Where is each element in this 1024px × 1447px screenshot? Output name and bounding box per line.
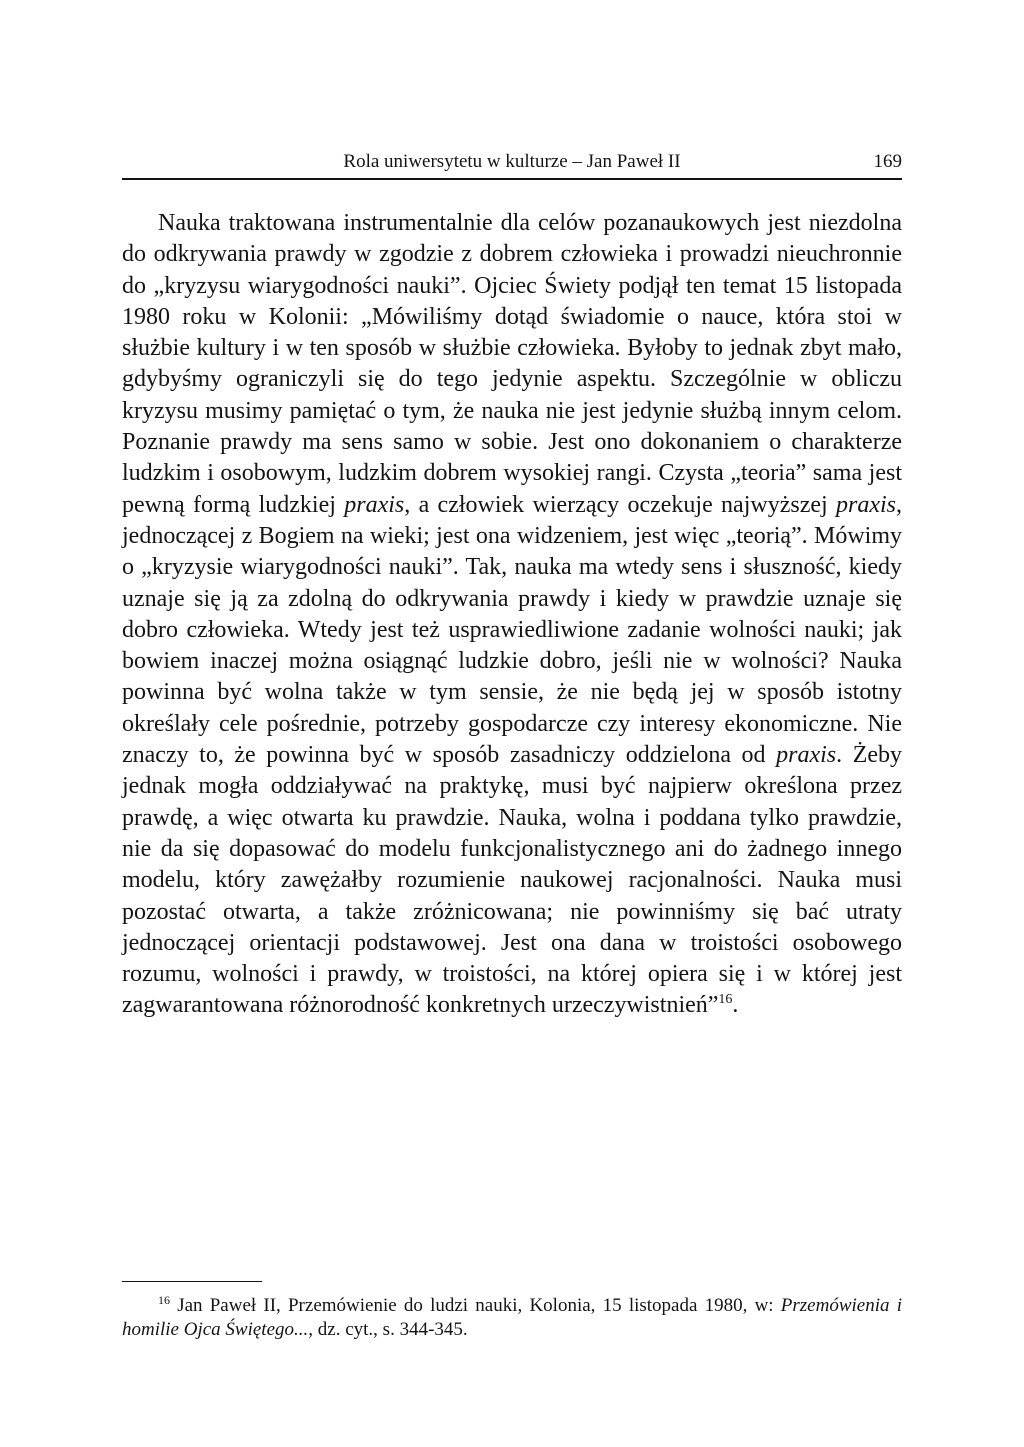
page-number: 169 — [873, 151, 902, 172]
praxis-term: praxis — [776, 742, 837, 769]
praxis-term: praxis — [836, 491, 897, 518]
footnote-rule — [122, 1281, 262, 1282]
running-header — [122, 150, 902, 178]
running-title: Rola uniwersytetu w kulturze – Jan Paweł II — [343, 151, 681, 172]
footnote-text: Jan Paweł II, Przemówienie do ludzi nauki, Kolonia, 15 listopada 1980, w: — [170, 1295, 781, 1316]
footnote — [122, 1294, 902, 1342]
body-text-1: Nauka traktowana instrumentalnie dla celów pozanaukowych jest niezdolna do odkrywania prawdy w zgodzie z dobrem człowieka i prowadzi nieuchronnie do „kryzysu wiarygodności nauki”. Ojciec Świety podjął ten temat 15 listopada 1980 roku w Kolonii: „Mówiliśmy dotąd świadomie o nauce, która stoi w służbie kultury i w ten sposób w służbie człowieka. Byłoby to jednak zbyt mało, gdybyśmy ograniczyli się do tego jedynie aspektu. Szczególnie w obliczu kryzysu musimy pamiętać o tym, że nauka nie jest jedynie służbą innym celom. Poznanie prawdy ma sens samo w sobie. Jest ono dokonaniem o charakterze ludzkim i osobowym, ludzkim dobrem wysokiej rangi. Czysta „teoria” sama jest pewną formą ludzkiej — [122, 210, 902, 518]
footnote-source-title: Przemówienia i homilie Ojca Świętego... — [122, 1295, 902, 1340]
body-text-2: , a człowiek wierzący oczekuje najwyższej — [404, 491, 837, 518]
body-text-3: , jednoczącej z Bogiem na wieki; jest ona widzeniem, jest więc „teorią”. Mówimy o „kryzysie wiarygodności nauki”. Tak, nauka ma wtedy sens i słuszność, kiedy uznaje się ją za zdolną do odkrywania prawdy i kiedy w prawdzie uznaje się dobro człowieka. Wtedy jest też usprawiedliwione zadanie wolności nauki; jak bowiem inaczej można osiągnąć ludzkie dobro, jeśli nie w wolności? Nauka powinna być wolna także w tym sensie, że nie będą jej w sposób istotny określały cele pośrednie, potrzeby gospodarcze czy interesy ekonomiczne. Nie znaczy to, że powinna być w sposób zasadniczy oddzielona od — [122, 491, 903, 769]
praxis-term: praxis — [344, 491, 405, 518]
body-paragraph — [122, 208, 902, 1022]
footnote-number: 16 — [158, 1293, 170, 1307]
book-page — [122, 0, 902, 1447]
body-text-4: . Żeby jednak mogła oddziaływać na praktykę, musi być najpierw określona przez prawdę, a więc otwarta ku prawdzie. Nauka, wolna i poddana tylko prawdzie, nie da się dopasować do modelu funkcjonalistycznego ani do żadnego innego modelu, który zawężałby rozumienie naukowej racjonalności. Nauka musi pozostać otwarta, a także zróżnicowana; nie powinniśmy się bać utraty jednoczącej orientacji podstawowej. Jest ona dana w troistości osobowego rozumu, wolności i prawdy, w troistości, na której opiera się i w której jest zagwarantowana różnorodność konkretnych urzeczywistnień” — [122, 742, 903, 1019]
body-text-end: . — [732, 992, 739, 1019]
footnote-tail: , dz. cyt., s. 344-345. — [308, 1319, 468, 1340]
header-rule — [122, 178, 902, 180]
footnote-reference[interactable]: 16 — [718, 992, 733, 1008]
